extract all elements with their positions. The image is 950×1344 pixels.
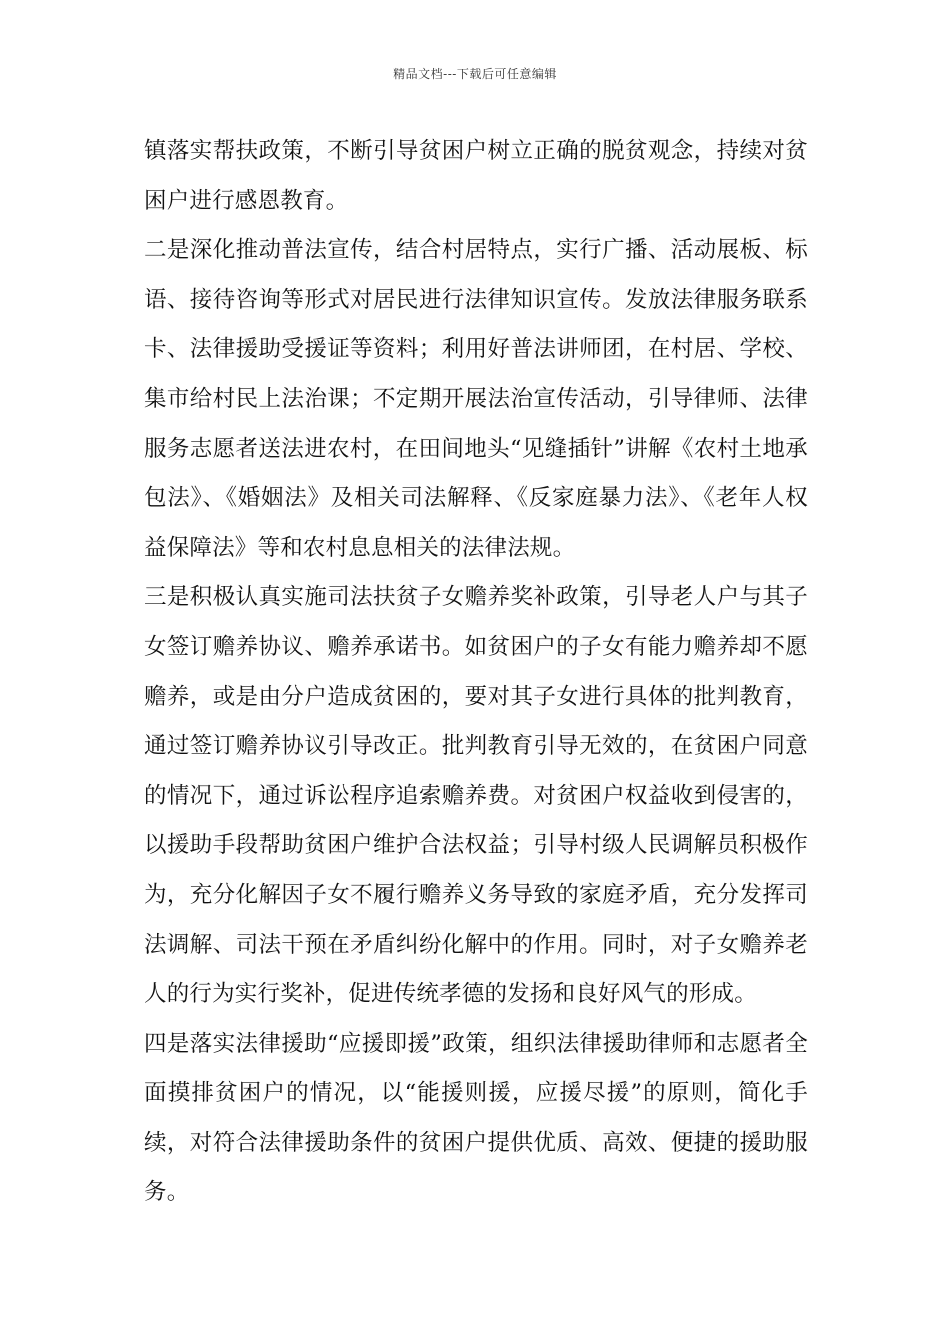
paragraph-legal-aid: 四是落实法律援助“应援即援”政策，组织法律援助律师和志愿者全面摸排贫困户的情况，以“能援则援，应援尽援”的原则，简化手续，对符合法律援助条件的贫困户提供优质、高效、便捷的援助服务。 — [144, 1030, 808, 1206]
page-header: 精品文档---下载后可任意编辑 — [393, 67, 557, 81]
paragraph-legal-publicity: 二是深化推动普法宣传，结合村居特点，实行广播、活动展板、标语、接待咨询等形式对居民进行法律知识宣传。发放法律服务联系卡、法律援助受援证等资料；利用好普法讲师团，在村居、学校、集市给村民上法治课；不定期开展法治宣传活动，引导律师、法律服务志愿者送法进农村，在田间地头“见缝插针”讲解《农村土地承包法》、《婚姻法》及相关司法解释、《反家庭暴力法》、《老年人权益保障法》等和农村息息相关的法律法规。 — [144, 237, 808, 561]
paragraph-elder-support: 三是积极认真实施司法扶贫子女赡养奖补政策，引导老人户与其子女签订赡养协议、赡养承诺书。如贫困户的子女有能力赡养却不愿赡养，或是由分户造成贫困的，要对其子女进行具体的批判教育，通过签订赡养协议引导改正。批判教育引导无效的，在贫困户同意的情况下，通过诉讼程序追索赡养费。对贫困户权益收到侵害的，以援助手段帮助贫困户维护合法权益；引导村级人民调解员积极作为，充分化解因子女不履行赡养义务导致的家庭矛盾，充分发挥司法调解、司法干预在矛盾纠纷化解中的作用。同时，对子女赡养老人的行为实行奖补，促进传统孝德的发扬和良好风气的形成。 — [144, 584, 808, 1008]
paragraph-continuation: 镇落实帮扶政策，不断引导贫困户树立正确的脱贫观念，持续对贫困户进行感恩教育。 — [144, 138, 808, 214]
document-body — [144, 127, 808, 1218]
